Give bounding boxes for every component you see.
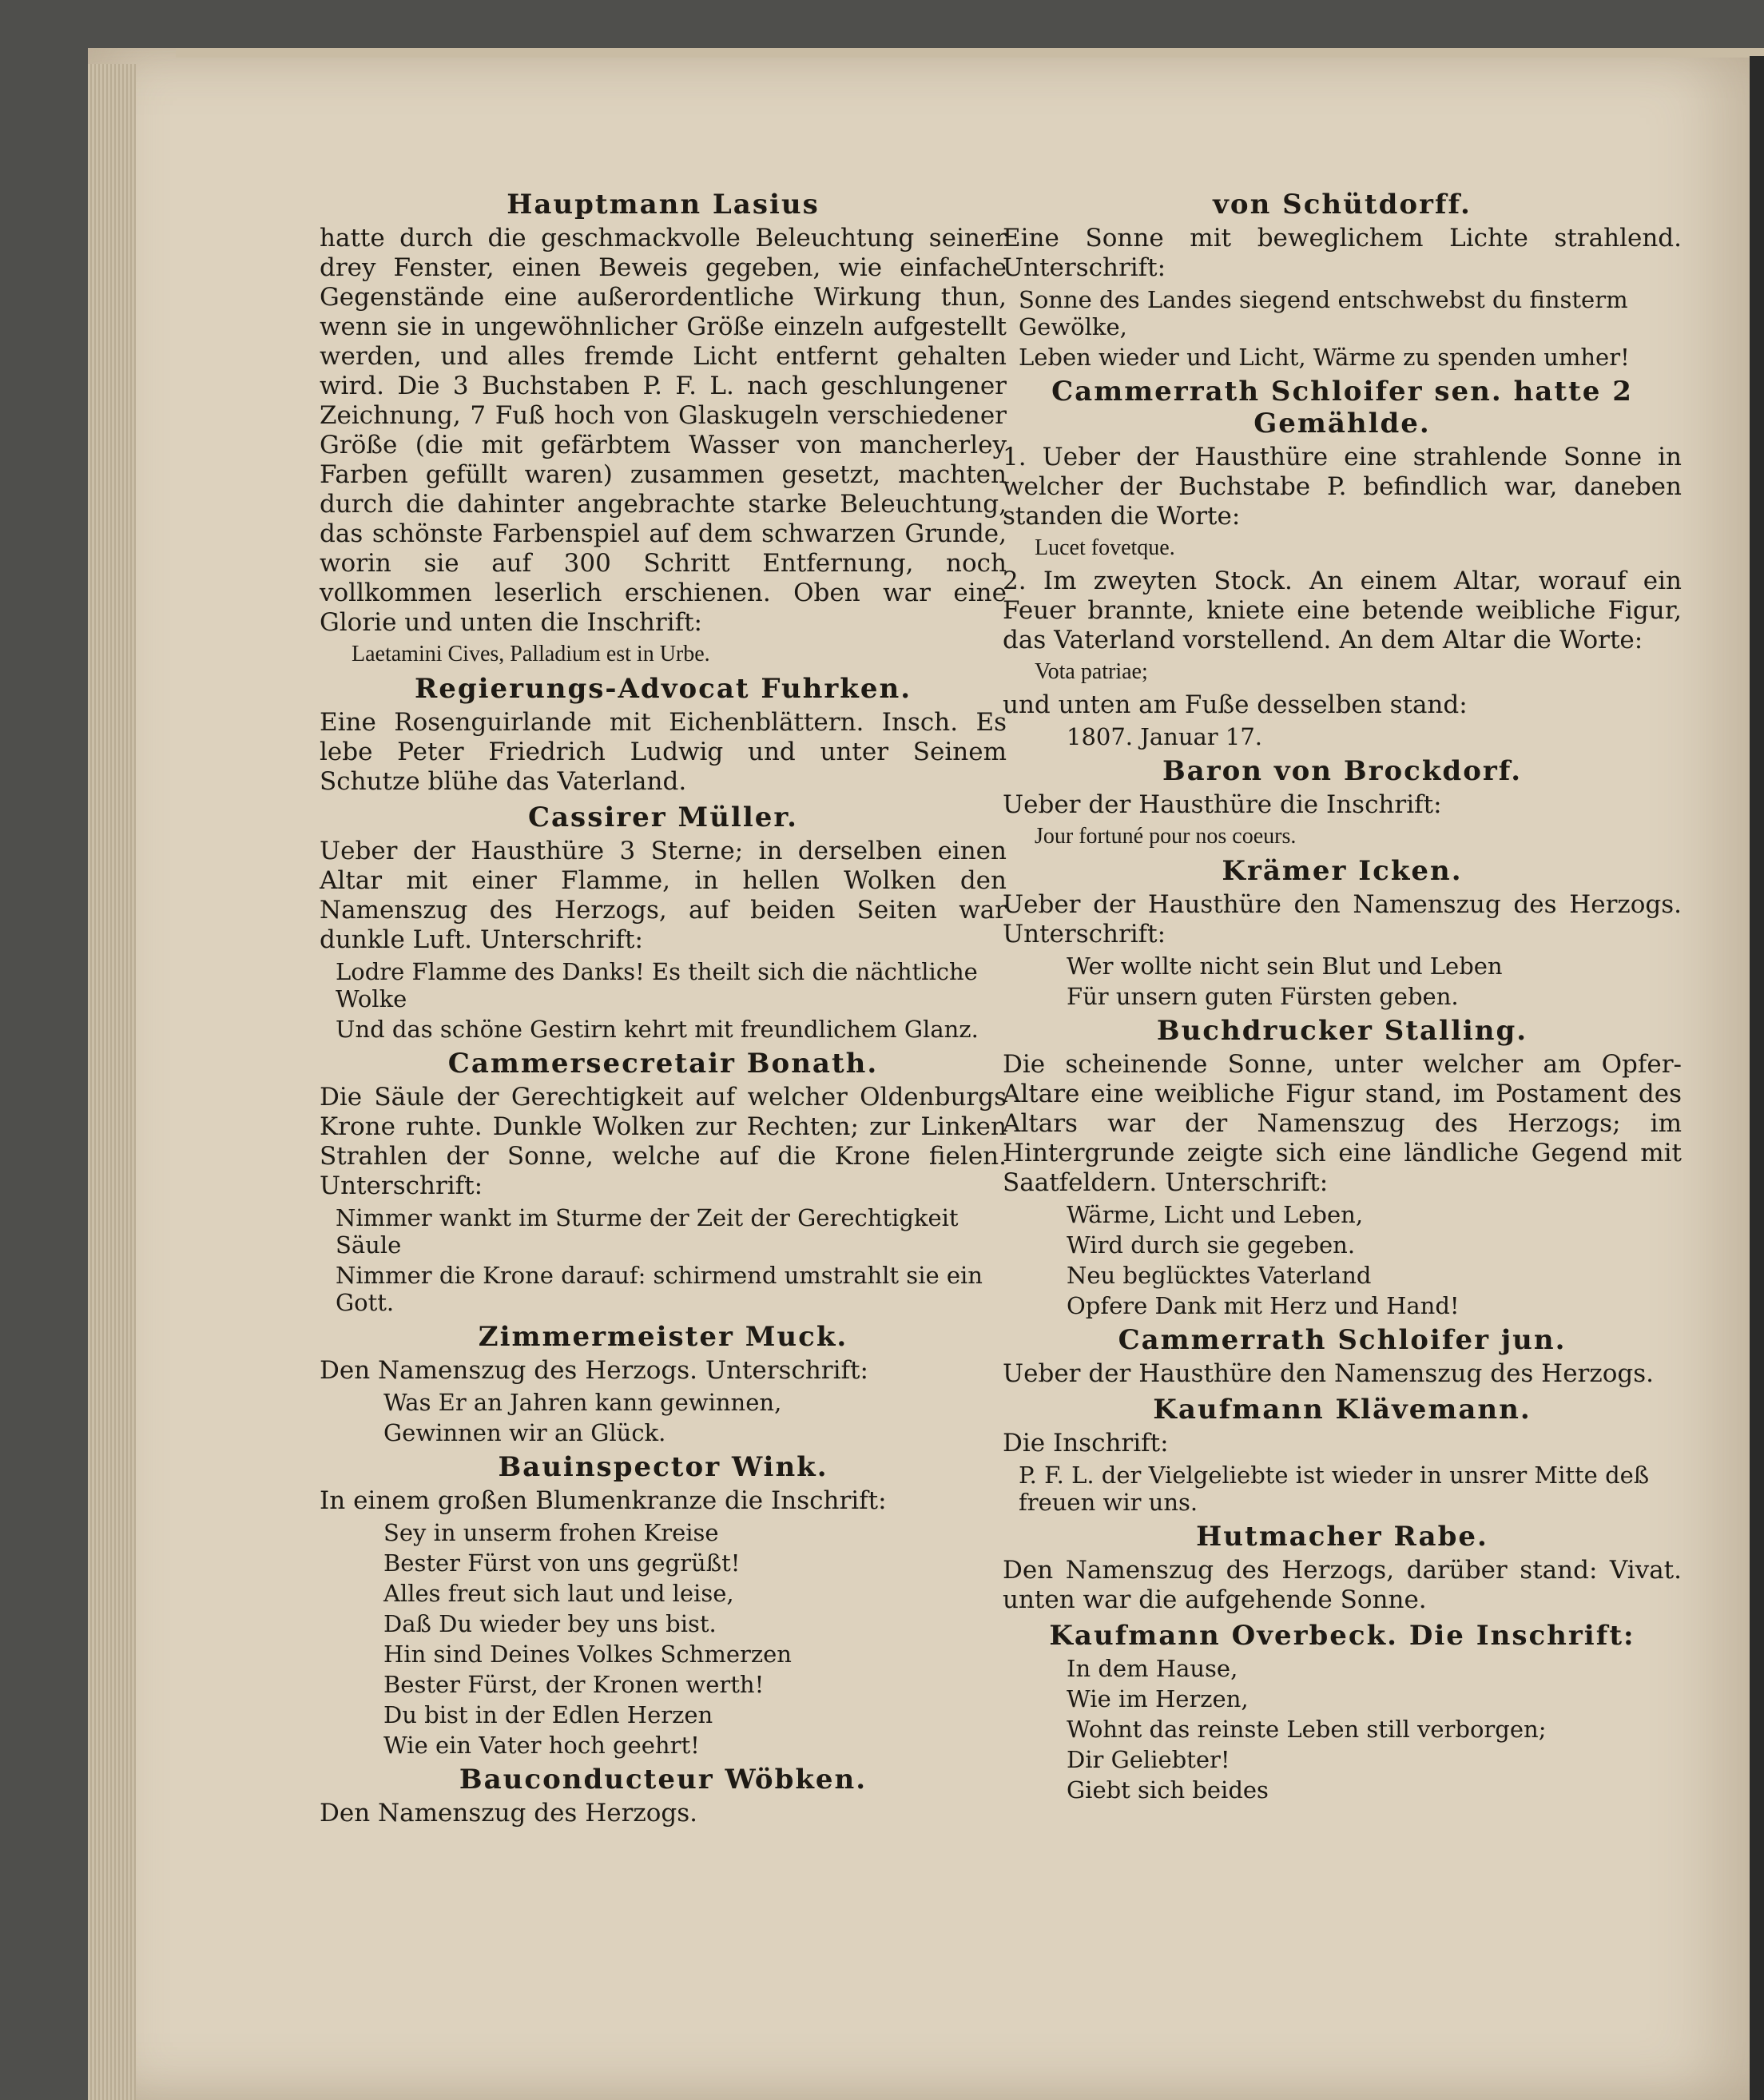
page-stack-edge — [88, 64, 136, 2100]
book-cover-edge — [1750, 56, 1764, 2100]
body-paragraph: hatte durch die geschmackvolle Beleuchtung seiner drey Fenster, einen Beweis gegeben, wie einfache Gegenstände eine außerordentliche Wirkung thun, wenn sie in ungewöhnlicher Größe einzeln aufgestellt werden, und alles fremde Licht entfernt gehalten wird. Die 3 Buchstaben P. F. L. nach geschlungener Zeichnung, 7 Fuß hoch von Glaskugeln verschiedener Größe (die mit gefärbtem Wasser von mancherley Farben gefüllt waren) zusammen gesetzt, machten durch die dahinter angebrachte starke Beleuchtung, das schönste Farbenspiel auf dem schwarzen Grunde, worin sie auf 300 Schritt Entfernung, noch vollkommen leserlich erschienen. Oben war eine Glorie und unten die Inschrift: — [320, 224, 1007, 637]
verse-line: 1807. Januar 17. — [1067, 723, 1262, 750]
section-heading: Hauptmann Lasius — [507, 189, 820, 221]
latin-inscription: Laetamini Cives, Palladium est in Urbe. — [352, 642, 710, 666]
verse-line: Sey in unserm frohen Kreise — [383, 1519, 719, 1546]
body-paragraph: Den Namenszug des Herzogs. Unterschrift: — [320, 1356, 868, 1385]
section-heading: Cammersecretair Bonath. — [447, 1048, 879, 1080]
body-paragraph: In einem großen Blumenkranze die Inschrift: — [320, 1486, 887, 1515]
body-paragraph: Die Säule der Gerechtigkeit auf welcher Oldenburgs Krone ruhte. Dunkle Wolken zur Rechten; zur Linken Strahlen der Sonne, welche auf die Krone fielen. Unterschrift: — [320, 1083, 1007, 1200]
verse-line: Nimmer die Krone darauf: schirmend umstrahlt sie ein Gott. — [336, 1262, 983, 1316]
body-paragraph: Eine Rosenguirlande mit Eichenblättern. Insch. Es lebe Peter Friedrich Ludwig und unter Seinem Schutze blühe das Vaterland. — [320, 708, 1007, 796]
body-paragraph: Ueber der Hausthüre den Namenszug des Herzogs. Unterschrift: — [1003, 890, 1682, 949]
latin-inscription: Lucet fovetque. — [1035, 535, 1175, 560]
body-paragraph: Die scheinende Sonne, unter welcher am Opfer-Altare eine weibliche Figur stand, im Postament des Altars war der Namenszug des Herzogs; im Hintergrunde zeigte sich eine ländliche Gegend mit Saatfeldern. Unterschrift: — [1003, 1050, 1682, 1197]
right-column — [1003, 184, 1682, 1807]
section-heading: Kaufmann Klävemann. — [1153, 1394, 1532, 1426]
verse-line: Du bist in der Edlen Herzen — [383, 1701, 713, 1728]
verse-line: Leben wieder und Licht, Wärme zu spenden umher! — [1019, 344, 1630, 371]
body-paragraph: Ueber der Hausthüre die Inschrift: — [1003, 790, 1442, 819]
verse-line: Bester Fürst von uns gegrüßt! — [383, 1549, 741, 1577]
verse-line: Wohnt das reinste Leben still verborgen; — [1067, 1716, 1547, 1743]
verse-line: Nimmer wankt im Sturme der Zeit der Gerechtigkeit Säule — [336, 1204, 959, 1259]
verse-line: Hin sind Deines Volkes Schmerzen — [383, 1641, 792, 1668]
verse-line: In dem Hause, — [1067, 1655, 1238, 1682]
section-heading: Regierungs-Advocat Fuhrken. — [414, 673, 912, 705]
verse-line: Opfere Dank mit Herz und Hand! — [1067, 1292, 1460, 1319]
body-paragraph: 1. Ueber der Hausthüre eine strahlende Sonne in welcher der Buchstabe P. befindlich war, daneben standen die Worte: — [1003, 443, 1682, 531]
verse-line: Und das schöne Gestirn kehrt mit freundlichem Glanz. — [336, 1016, 979, 1043]
verse-line: Neu beglücktes Vaterland — [1067, 1262, 1372, 1289]
latin-inscription: Vota patriae; — [1035, 659, 1148, 684]
section-heading: Bauconducteur Wöbken. — [459, 1764, 868, 1796]
verse-line: Sonne des Landes siegend entschwebst du finsterm Gewölke, — [1019, 286, 1628, 340]
section-heading: Bauinspector Wink. — [498, 1451, 828, 1483]
verse-line: Daß Du wieder bey uns bist. — [383, 1610, 717, 1637]
verse-line: Wärme, Licht und Leben, — [1067, 1201, 1364, 1228]
section-heading: Zimmermeister Muck. — [478, 1321, 848, 1353]
section-heading: Cassirer Müller. — [527, 801, 799, 833]
body-paragraph: und unten am Fuße desselben stand: — [1003, 690, 1468, 719]
latin-inscription: Jour fortuné pour nos coeurs. — [1035, 824, 1297, 849]
verse-line: Alles freut sich laut und leise, — [383, 1580, 734, 1607]
body-paragraph: Den Namenszug des Herzogs. — [320, 1799, 697, 1828]
body-paragraph: Ueber der Hausthüre 3 Sterne; in derselben einen Altar mit einer Flamme, in hellen Wolken den Namenszug des Herzogs, auf beiden Seiten war dunkle Luft. Unterschrift: — [320, 837, 1007, 954]
verse-line: Wird durch sie gegeben. — [1067, 1231, 1356, 1259]
body-paragraph: Ueber der Hausthüre den Namenszug des Herzogs. — [1003, 1359, 1654, 1388]
section-heading: von Schütdorff. — [1213, 189, 1472, 221]
verse-line: Wie im Herzen, — [1067, 1685, 1249, 1712]
verse-line: Für unsern guten Fürsten geben. — [1067, 983, 1459, 1010]
section-heading: Cammerrath Schloifer sen. hatte 2 Gemählde. — [1051, 376, 1633, 439]
verse-line: Was Er an Jahren kann gewinnen, — [383, 1389, 782, 1416]
section-heading: Hutmacher Rabe. — [1196, 1521, 1488, 1553]
verse-line: Bester Fürst, der Kronen werth! — [383, 1671, 765, 1698]
section-heading: Kaufmann Overbeck. Die Inschrift: — [1049, 1620, 1635, 1652]
body-paragraph: Die Inschrift: — [1003, 1429, 1169, 1458]
verse-line: Lodre Flamme des Danks! Es theilt sich die nächtliche Wolke — [336, 958, 978, 1012]
section-heading: Buchdrucker Stalling. — [1156, 1015, 1528, 1047]
page-top-edge — [176, 48, 1764, 58]
section-heading: Cammerrath Schloifer jun. — [1118, 1324, 1567, 1356]
body-paragraph: Eine Sonne mit beweglichem Lichte strahlend. Unterschrift: — [1003, 224, 1682, 282]
verse-line: Wie ein Vater hoch geehrt! — [383, 1732, 700, 1759]
verse-line: P. F. L. der Vielgeliebte ist wieder in unsrer Mitte deß freuen wir uns. — [1019, 1462, 1650, 1516]
verse-line: Wer wollte nicht sein Blut und Leben — [1067, 953, 1503, 980]
left-column — [320, 184, 1007, 1832]
body-paragraph: 2. Im zweyten Stock. An einem Altar, worauf ein Feuer brannte, kniete eine betende weibliche Figur, das Vaterland vorstellend. An dem Altar die Worte: — [1003, 567, 1682, 654]
verse-line: Dir Geliebter! — [1067, 1746, 1230, 1773]
section-heading: Krämer Icken. — [1222, 855, 1463, 887]
verse-line: Gewinnen wir an Glück. — [383, 1419, 666, 1446]
body-paragraph: Den Namenszug des Herzogs, darüber stand: Vivat. unten war die aufgehende Sonne. — [1003, 1556, 1682, 1614]
verse-line: Giebt sich beides — [1067, 1776, 1269, 1804]
section-heading: Baron von Brockdorf. — [1162, 755, 1523, 787]
